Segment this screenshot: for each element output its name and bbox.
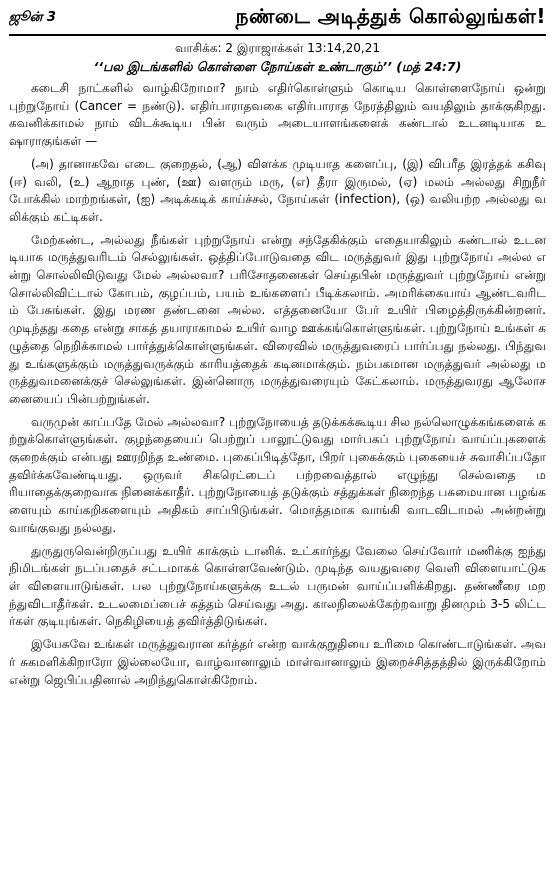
page-title: நண்டை அடித்துக் கொல்லுங்கள்! xyxy=(235,4,546,28)
title-rule xyxy=(9,34,546,36)
key-verse: ‘‘பல இடங்களில் கொள்ளை நோய்கள் உண்டாகும்’’ (மத் 24:7) xyxy=(93,59,462,74)
paragraph: இயேசுவே உங்கள் மருத்துவரான கர்த்தர் என்ற வாக்குறுதியை உரிமை கொண்டாடுங்கள். அவர் சுகமளிக்கிறாரோ இல்லையோ, வாழ்வானாலும் மாள்வானாலும் இறைச்சித்தத்தில் இருக்கிறோம் என்று ஜெபிப்பதினால் அறிந்துகொள்கிறோம். xyxy=(9,637,546,687)
page-header xyxy=(9,4,546,32)
paragraph: வருமுன் காப்பதே மேல் அல்லவா? புற்றுநோயைத் தடுக்கக்கூடிய சில நல்லொழுக்கங்களைக் கற்றுக்கொள்ளுங்கள். குழந்தையைப் பெற்றுப் பாலூட்டுவது மார்பகப் புற்றுநோய் வாய்ப்புகளைக் குறைக்கும் என்பது ஊரறிந்த உண்மை. புகைப்பிடித்தோ, பிறர் புகைக்கும் புகையைச் சுவாசிப்பதோ தவிர்க்கவேண்டியது. ஒருவர் சிகரெட்டைப் பற்றவைத்தால் எழுந்து செல்வதை மரியாதைக்குறைவாக நினைக்காதீர். புற்றுநோயைத் தடுக்கும் சத்துக்கள் நிறைந்த பசுமையான பழங்களையும் காய்கறிகளையும் அதிகம் சாப்பிடுங்கள். மொத்தமாக வாங்கி வாடவிடாமல் அன்றன்று வாங்குவது நல்லது. xyxy=(9,414,546,535)
paragraph: (அ) தானாகவே எடை குறைதல், (ஆ) விளக்க முடியாத களைப்பு, (இ) விபரீத இரத்தக் கசிவு (ஈ) வலி, (உ) ஆறாத புண், (ஊ) வளரும் மரு, (எ) தீரா இருமல், (ஏ) மலம் அல்லது சிறுநீர் போக்கில் மாற்றங்கள், (ஐ) அடிக்கடிக் காய்ச்சல், நோய்கள் (infection), (ஒ) வலியற்ற அல்லது வலிக்கும் கட்டிகள். xyxy=(9,156,546,224)
scripture-reading: வாசிக்க: 2 இராஜாக்கள் 13:14,20,21 xyxy=(175,41,380,55)
paragraph: மேற்கண்ட, அல்லது நீங்கள் புற்றுநோய் என்று சந்தேகிக்கும் எதையாகிலும் கண்டால் உடனடியாக மருத்துவரிடம் செல்லுங்கள். ஒத்திப்போடுவதை விட மருத்துவர் இது புற்றுநோய் அல்ல என்று சொல்லிவிடுவது மேல் அல்லவா? பரிசோதனைகள் செய்தபின் மருத்துவர் புற்றுநோய் என்று சொல்லிவிட்டால் கோபம், குழப்பம், பயம் உங்களைப் பீடிக்கலாம். அமரிக்கையாய் ஆண்டவரிடம் பேசுங்கள். இது மரண தண்டனை அல்ல. எத்தனையோ பேர் உயிர் பிழைத்திருக்கின்றனர். முடிந்தது கதை என்று சாகத் தயாராகாமல் உயிர் வாழ ஊக்கங்கொள்ளுங்கள். புற்றுநோய் உங்கள் கழுத்தை நெறிக்காமல் பார்த்துக்கொள்ளுங்கள். விரைவில் மருத்துவரைப் பார்ப்பது நல்லது. பிந்துவது உங்களுக்கும் மருத்துவருக்கும் காரியத்தைக் கடினமாக்கும். நம்பகமான மருத்துவர் அல்லது மருத்துவமனைக்குச் செல்லுங்கள். இன்னொரு மருத்துவரையும் கேட்கலாம். மருத்துவரது ஆலோசனையைப் பின்பற்றுங்கள். xyxy=(9,232,546,406)
paragraph: கடைசி நாட்களில் வாழ்கிறோமா? நாம் எதிர்கொள்ளும் கொடிய கொள்ளைநோய் ஒன்று புற்றுநோய் (Cancer = நண்டு). எதிர்பாராதவகை எதிர்பாராத நேரத்திலும் வயதிலும் தாக்குகிறது. கவனிக்காமல் நாம் விடக்கூடிய பின் வரும் அடையாளங்களைக் கண்டால் உடனடியாக உஷாராகுங்கள் — xyxy=(9,81,546,149)
page-date: ஜூன் 3 xyxy=(9,10,56,25)
article-body xyxy=(9,80,546,689)
paragraph: துருதுருவென்றிருப்பது உயிர் காக்கும் டானிக். உட்கார்ந்து வேலை செய்வோர் மணிக்கு ஐந்து நிமிடங்கள் நடப்பதைச் சட்டமாகக் கொள்ளவேண்டும். முடிந்த வயதுவரை வெளி விளையாட்டுகள் விளையாடுங்கள். பல புற்றுநோய்களுக்கு உடல் பருமன் வாய்ப்பளிக்கிறது. தண்ணீரை மறந்துவிடாதீர்கள். உடலமைப்பைச் சுத்தம் செய்வது அது. காலநிலைக்கேற்றவாறு தினமும் 3-5 லிட்டர்கள் குடியுங்கள். நெகிழியைத் தவிர்த்திடுங்கள். xyxy=(9,543,546,629)
